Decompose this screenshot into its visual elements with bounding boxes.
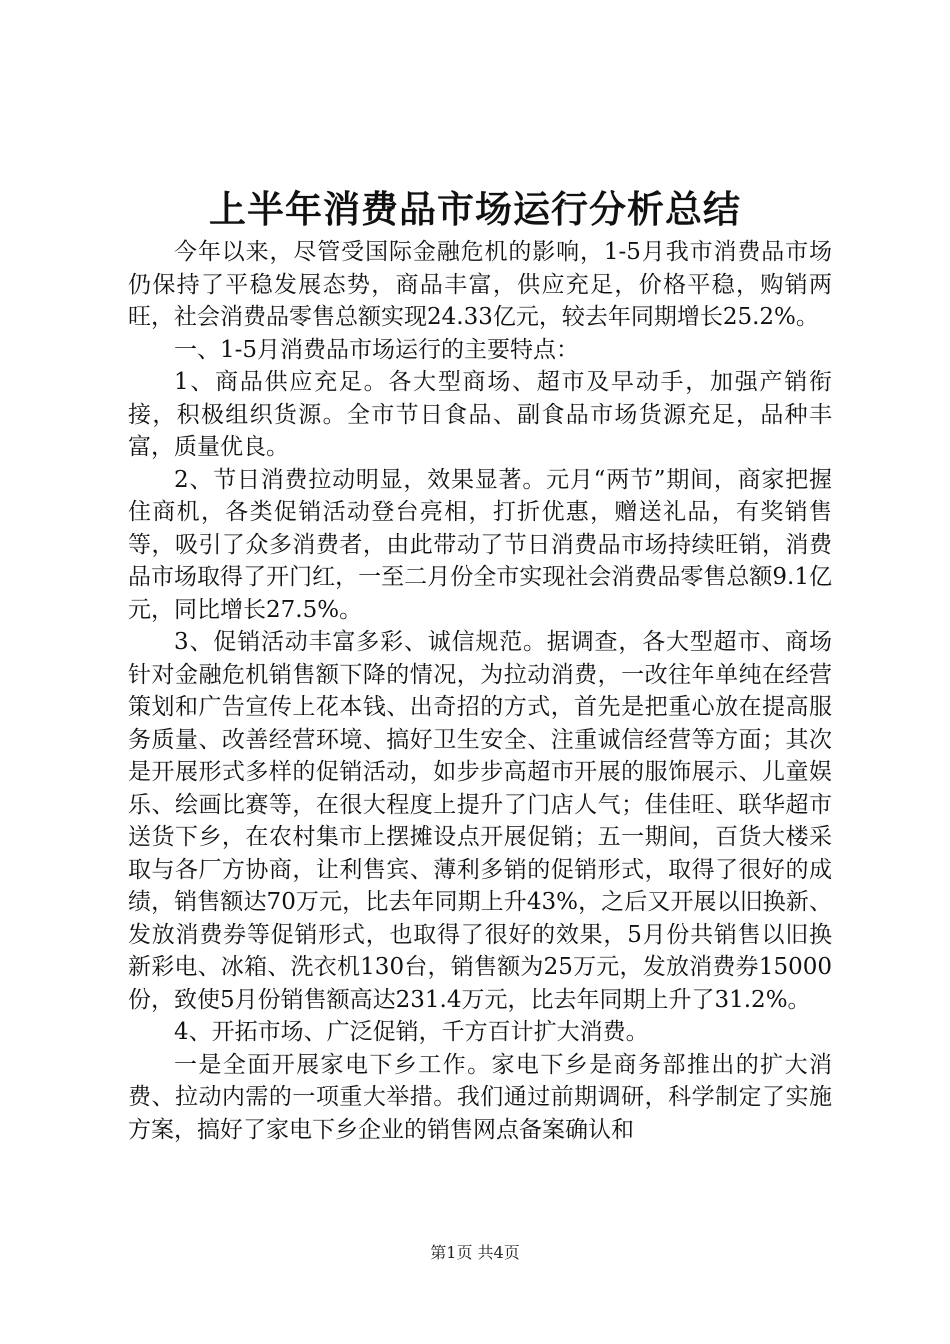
page-footer: 第1页 共4页 (430, 1243, 520, 1262)
paragraph-point-2: 2、节日消费拉动明显，效果显著。元月“两节”期间，商家把握住商机，各类促销活动登台亮相，打折优惠，赠送礼品，有奖销售等，吸引了众多消费者，由此带动了节日消费品市场持续旺销，消费品市场取得了开门红，一至二月份全市实现社会消费品零售总额9.1亿元，同比增长27.5%。 (128, 466, 832, 623)
document-title: 上半年消费品市场运行分析总结 (209, 187, 741, 231)
paragraph-point-4: 4、开拓市场、广泛促销，千方百计扩大消费。 (174, 1019, 649, 1045)
paragraph-intro: 今年以来，尽管受国际金融危机的影响，1-5月我市消费品市场仍保持了平稳发展态势，商品丰富，供应充足，价格平稳，购销两旺，社会消费品零售总额实现24.33亿元，较去年同期增长25.2%。 (128, 239, 832, 330)
paragraph-point-4-detail: 一是全面开展家电下乡工作。家电下乡是商务部推出的扩大消费、拉动内需的一项重大举措。我们通过前期调研，科学制定了实施方案，搞好了家电下乡企业的销售网点备案确认和 (128, 1051, 832, 1143)
document-body (128, 236, 832, 1146)
paragraph-point-1: 1、商品供应充足。各大型商场、超市及早动手，加强产销衔接，积极组织货源。全市节日食品、副食品市场货源充足，品种丰富，质量优良。 (128, 369, 832, 460)
paragraph-point-3: 3、促销活动丰富多彩、诚信规范。据调查，各大型超市、商场针对金融危机销售额下降的情况，为拉动消费，一改往年单纯在经营策划和广告宣传上花本钱、出奇招的方式，首先是把重心放在提高服务质量、改善经营环境、搞好卫生安全、注重诚信经营等方面；其次是开展形式多样的促销活动，如步步高超市开展的服饰展示、儿童娱乐、绘画比赛等，在很大程度上提升了门店人气；佳佳旺、联华超市送货下乡，在农村集市上摆摊设点开展促销；五一期间，百货大楼采取与各厂方协商，让利售宾、薄利多销的促销形式，取得了很好的成绩，销售额达70万元，比去年同期上升43%，之后又开展以旧换新、发放消费券等促销形式，也取得了很好的效果，5月份共销售以旧换新彩电、冰箱、洗衣机130台，销售额为25万元，发放消费券15000份，致使5月份销售额高达231.4万元，比去年同期上升了31.2%。 (128, 629, 832, 1013)
paragraph-section-heading: 一、1-5月消费品市场运行的主要特点： (174, 336, 580, 363)
